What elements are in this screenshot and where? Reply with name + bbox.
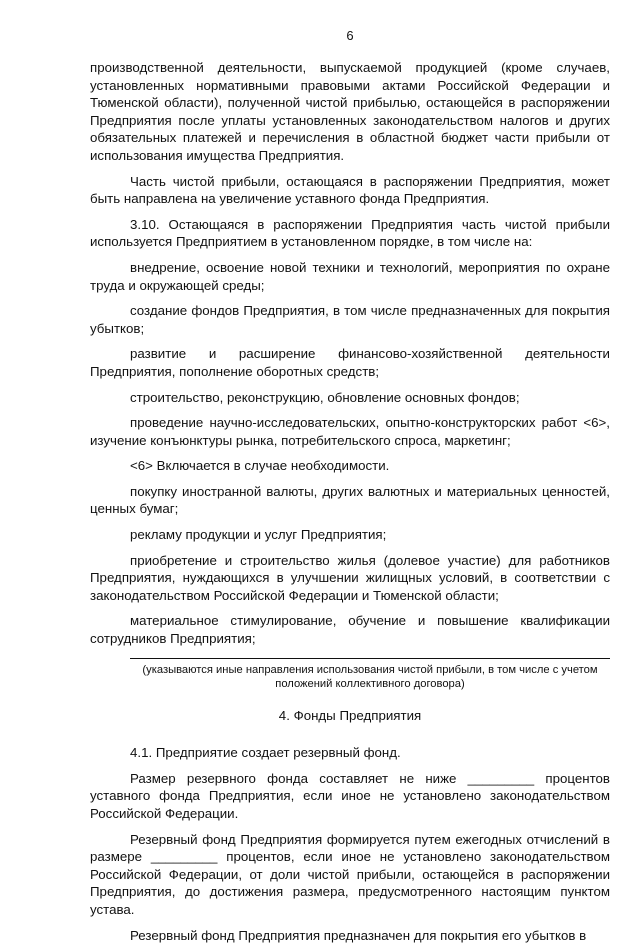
paragraph-clause-4-1: 4.1. Предприятие создает резервный фонд. <box>130 745 401 761</box>
paragraph-continuation: производственной деятельности, выпускаемой продукцией (кроме случаев, установленных нормативными правовыми актами Российской Федерации и Тюменской области), полученной чистой прибылью, остающейся в распоряжении Предприятия после уплаты установленных законодательством налогов и других обязательных платежей и перечисления в областной бюджет части прибыли от использования имущества Предприятия. <box>90 60 610 163</box>
page-number: 6 <box>346 28 354 43</box>
list-item-advertising: рекламу продукции и услуг Предприятия; <box>130 527 387 543</box>
paragraph-reserve-fund-size: Размер резервного фонда составляет не ниже _________ процентов уставного фонда Предприятия, если иное не установлено законодательством Российской Федерации. <box>90 770 610 821</box>
list-item-construction: строительство, реконструкцию, обновление основных фондов; <box>130 389 520 405</box>
fill-in-line <box>130 658 610 659</box>
list-item-staff-incentives: материальное стимулирование, обучение и повышение квалификации сотрудников Предприятия; <box>90 613 610 647</box>
list-item-housing: приобретение и строительство жилья (долевое участие) для работников Предприятия, нуждающихся в улучшении жилищных условий, в соответствии с законодательством Российской Федерации и Тюменской области; <box>90 552 610 603</box>
paragraph-net-profit-charter-fund: Часть чистой прибыли, остающаяся в распоряжении Предприятия, может быть направлена на увеличение уставного фонда Предприятия. <box>90 173 610 207</box>
footnote-6: <6> Включается в случае необходимости. <box>130 458 390 474</box>
paragraph-reserve-fund-formation: Резервный фонд Предприятия формируется путем ежегодных отчислений в размере _________ процентов, если иное не установлено законодательством Российской Федерации, от доли чистой прибыли, остающейся в распоряжении Предприятия, до достижения размера, предусмотренного настоящим пунктом устава. <box>90 831 610 917</box>
paragraph-reserve-fund-purpose: Резервный фонд Предприятия предназначен для покрытия его убытков в <box>130 927 587 943</box>
list-item-research: проведение научно-исследовательских, опытно-конструкторских работ <6>, изучение конъюнктуры рынка, потребительского спроса, маркетинг; <box>90 415 610 448</box>
list-item-currency-purchase: покупку иностранной валюты, других валютных и материальных ценностей, ценных бумаг; <box>90 483 610 517</box>
list-item-funds-creation: создание фондов Предприятия, в том числе предназначенных для покрытия убытков; <box>90 303 610 336</box>
list-item-new-technology: внедрение, освоение новой техники и технологий, мероприятия по охране труда и окружающей среды; <box>90 259 610 293</box>
section-title: 4. Фонды Предприятия <box>278 707 422 723</box>
paragraph-clause-3-10: 3.10. Остающаяся в распоряжении Предприятия часть чистой прибыли используется Предприятием в установленном порядке, в том числе на: <box>90 216 610 250</box>
fill-in-note: (указываются иные направления использования чистой прибыли, в том числе с учетом положений коллективного договора) <box>142 663 598 690</box>
list-item-development: развитие и расширение финансово-хозяйственной деятельности Предприятия, пополнение оборотных средств; <box>90 346 610 379</box>
